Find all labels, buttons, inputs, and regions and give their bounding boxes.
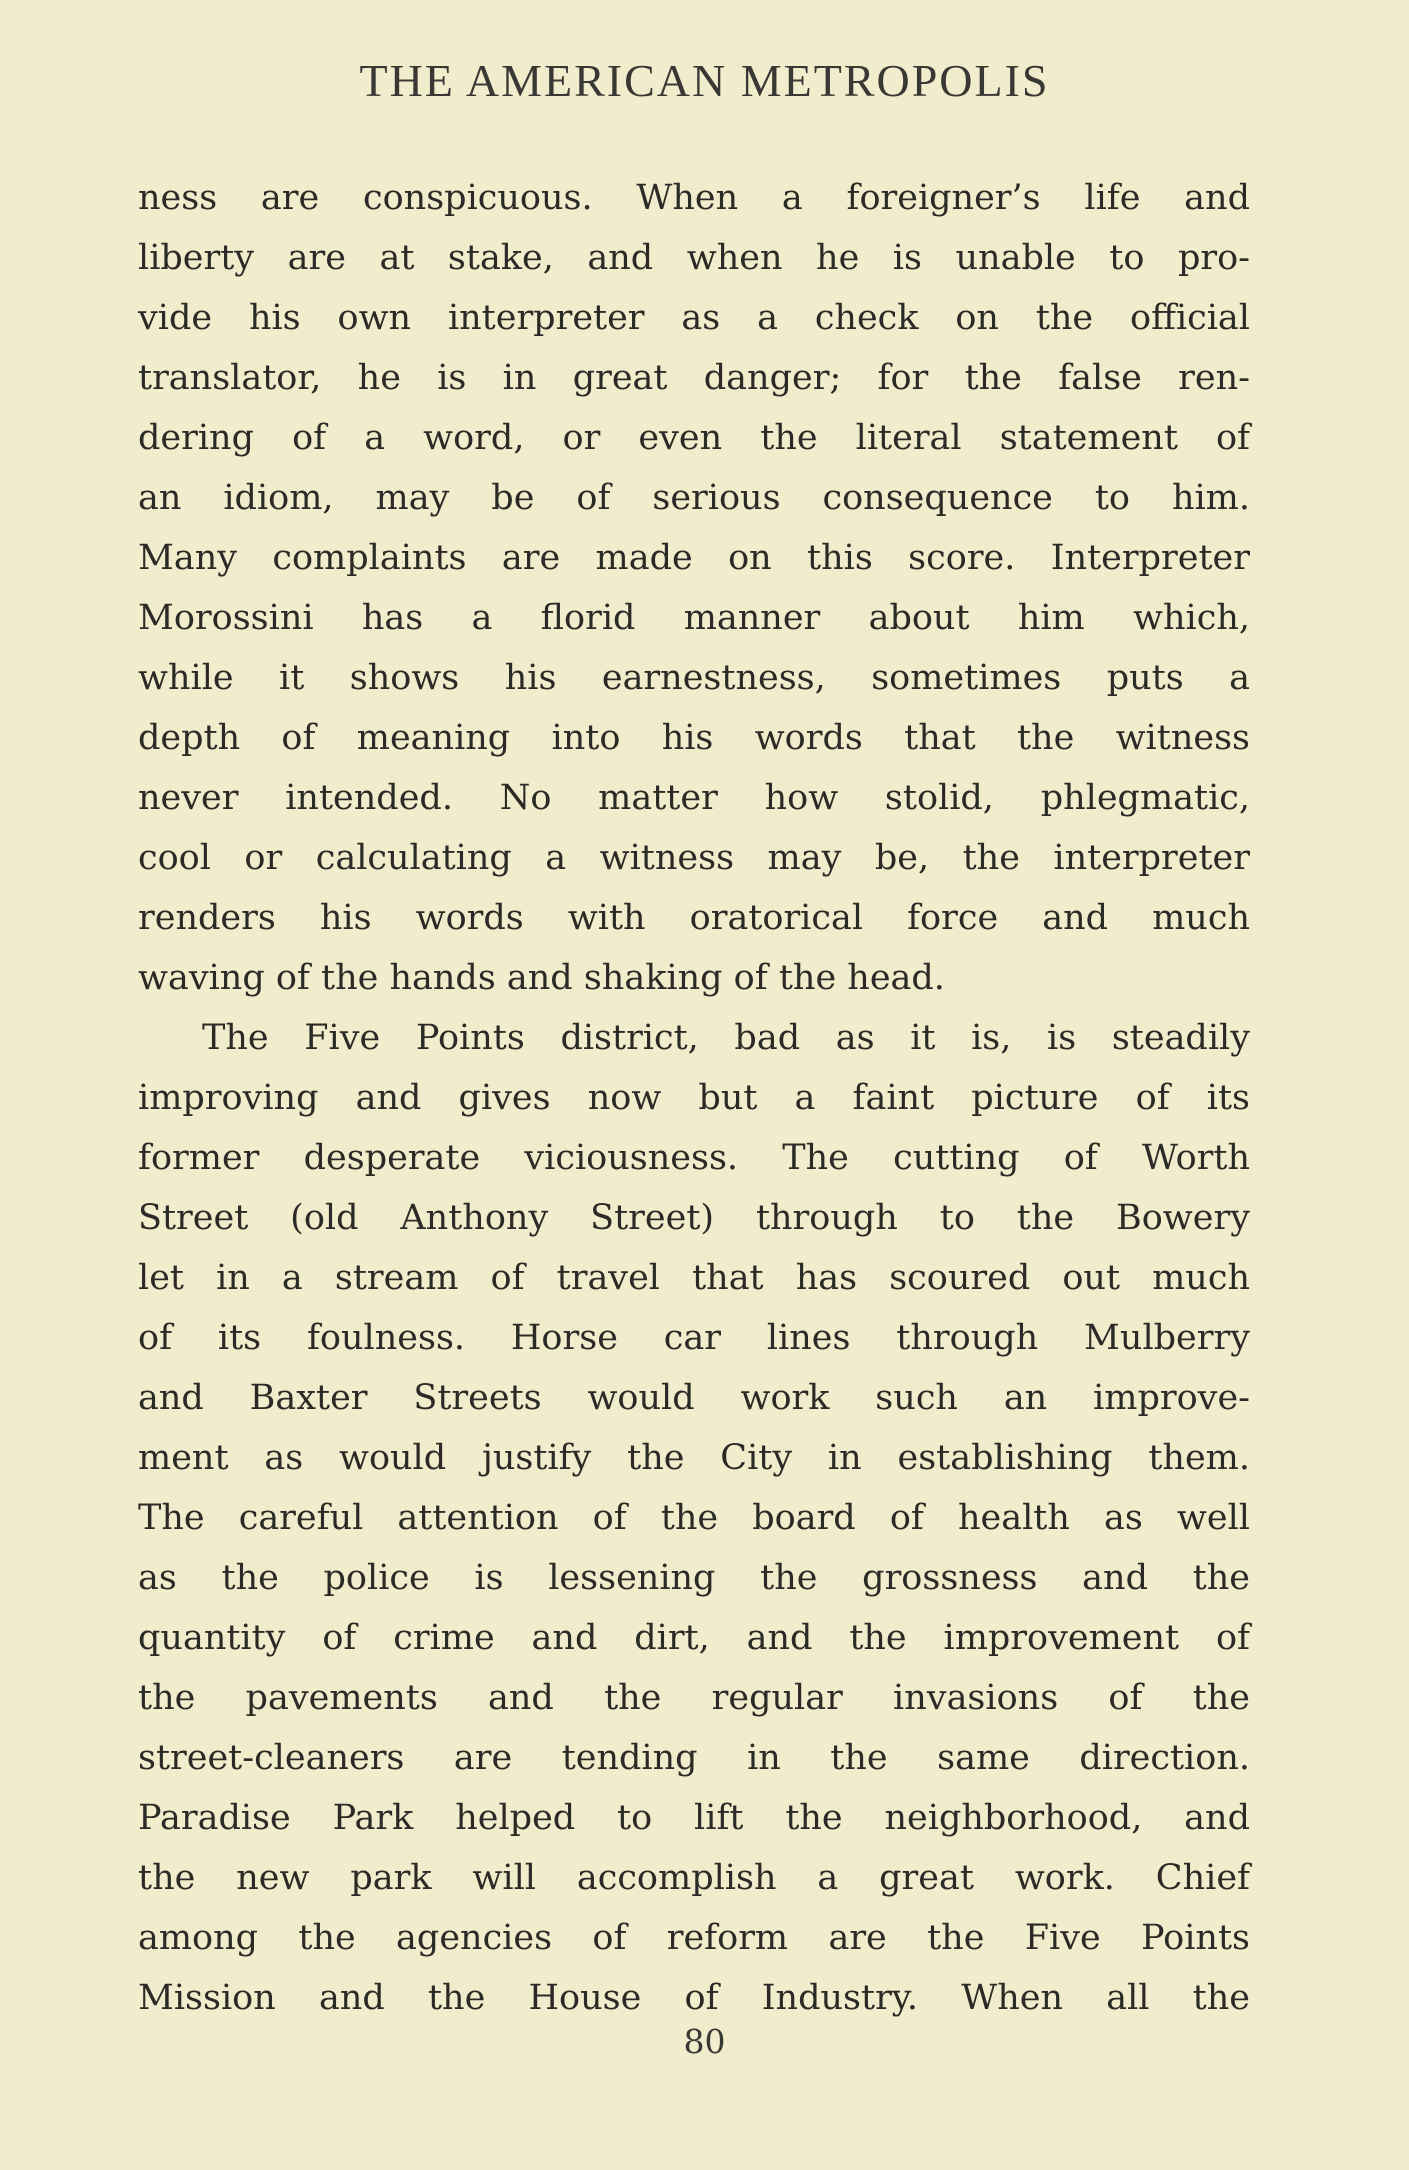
text-line: among the agencies of reform are the Five Points [138, 1918, 1250, 1958]
text-line: dering of a word, or even the literal statement of [138, 418, 1250, 458]
text-line: and Baxter Streets would work such an improve- [138, 1378, 1250, 1418]
text-line: as the police is lessening the grossness and the [138, 1558, 1250, 1598]
body-text [138, 168, 1250, 2028]
page-number: 80 [683, 2022, 726, 2061]
text-line: quantity of crime and dirt, and the improvement of [138, 1618, 1250, 1658]
text-line: Paradise Park helped to lift the neighborhood, and [138, 1798, 1250, 1838]
text-line: of its foulness. Horse car lines through Mulberry [138, 1318, 1250, 1358]
text-line: vide his own interpreter as a check on the official [138, 298, 1250, 338]
paragraph-start-line: The Five Points district, bad as it is, is steadily [202, 1018, 1250, 1058]
text-line: Mission and the House of Industry. When all the [138, 1978, 1250, 2018]
running-head: THE AMERICAN METROPOLIS [359, 55, 1050, 106]
text-line: let in a stream of travel that has scoured out much [138, 1258, 1250, 1298]
text-line: Street (old Anthony Street) through to the Bowery [138, 1198, 1250, 1238]
text-line: depth of meaning into his words that the witness [138, 718, 1250, 758]
text-line: Morossini has a florid manner about him which, [138, 598, 1250, 638]
text-line: the new park will accomplish a great work. Chief [138, 1858, 1250, 1898]
text-line: The careful attention of the board of health as well [138, 1498, 1250, 1538]
text-line: translator, he is in great danger; for the false ren- [138, 358, 1250, 398]
text-line: Many complaints are made on this score. Interpreter [138, 538, 1250, 578]
text-line: street-cleaners are tending in the same direction. [138, 1738, 1250, 1778]
text-line: the pavements and the regular invasions of the [138, 1678, 1250, 1718]
text-line: ness are conspicuous. When a foreigner’s life and [138, 178, 1250, 218]
text-line: former desperate viciousness. The cutting of Worth [138, 1138, 1250, 1178]
text-line: renders his words with oratorical force and much [138, 898, 1250, 938]
text-line: never intended. No matter how stolid, phlegmatic, [138, 778, 1250, 818]
paragraph-end-line: waving of the hands and shaking of the head. [138, 958, 945, 998]
text-line: while it shows his earnestness, sometimes puts a [138, 658, 1250, 698]
text-line: improving and gives now but a faint picture of its [138, 1078, 1250, 1118]
text-line: liberty are at stake, and when he is unable to pro- [138, 238, 1250, 278]
text-line: cool or calculating a witness may be, the interpreter [138, 838, 1250, 878]
text-line: ment as would justify the City in establishing them. [138, 1438, 1250, 1478]
text-line: an idiom, may be of serious consequence to him. [138, 478, 1250, 518]
